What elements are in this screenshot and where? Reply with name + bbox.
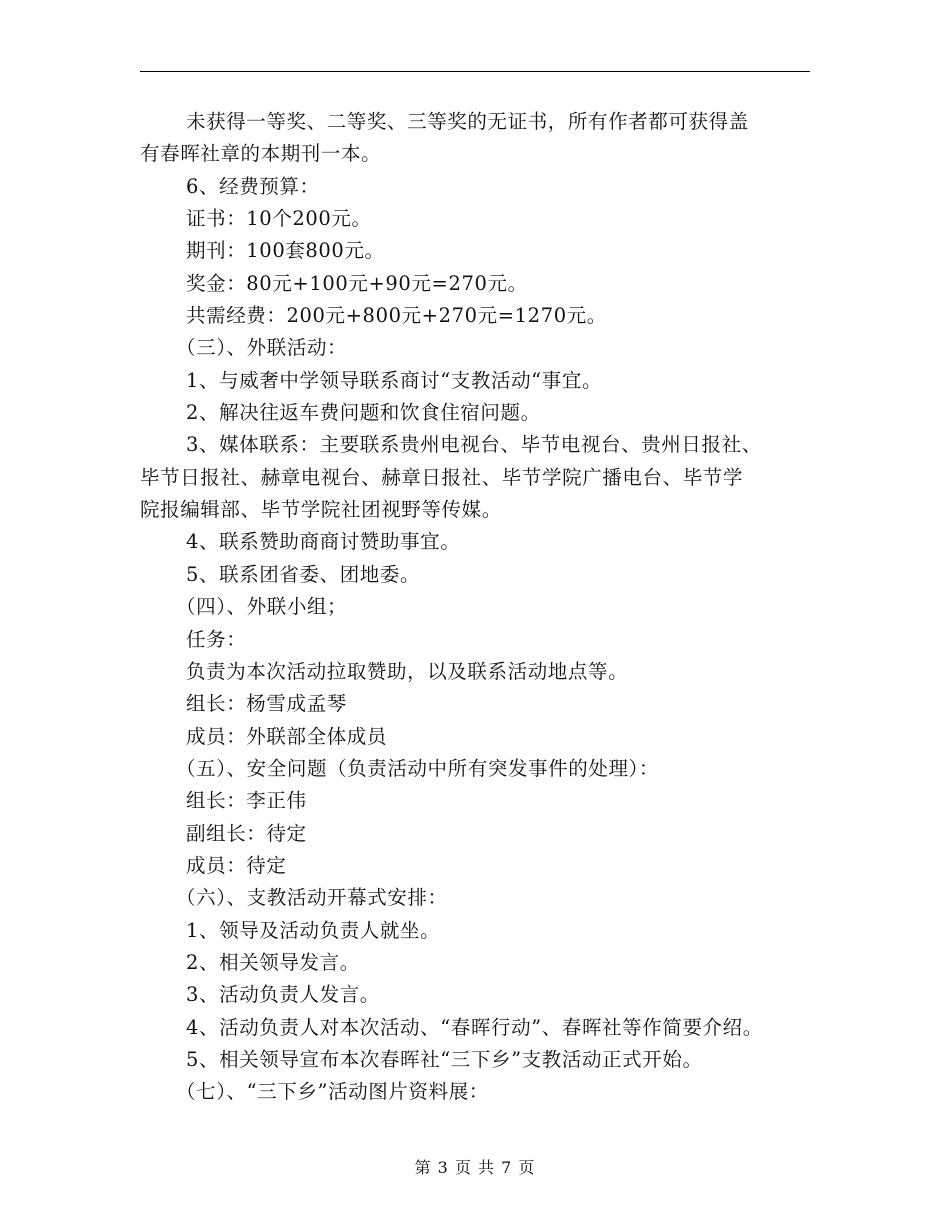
- text-line: 期刊：100套800元。: [186, 239, 385, 263]
- text-line: 毕节日报社、赫章电视台、赫章日报社、毕节学院广播电台、毕节学: [140, 465, 744, 489]
- text-line: 1、领导及活动负责人就坐。: [186, 918, 441, 942]
- text-line: 成员：待定: [186, 853, 287, 877]
- text-line: 6、经费预算：: [186, 174, 320, 198]
- text-line: 副组长：待定: [186, 821, 307, 845]
- text-line: 负责为本次活动拉取赞助，以及联系活动地点等。: [186, 659, 629, 683]
- text-line: 组长：杨雪成孟琴: [186, 692, 347, 716]
- text-line: 成员：外联部全体成员: [186, 724, 388, 748]
- text-line: 证书：10个200元。: [186, 207, 372, 231]
- text-line: 3、媒体联系：主要联系贵州电视台、毕节电视台、贵州日报社、: [186, 433, 762, 457]
- text-line: 院报编辑部、毕节学院社团视野等传媒。: [140, 498, 502, 522]
- document-body: [140, 106, 830, 1109]
- page-footer: 第 3 页 共 7 页: [414, 1158, 536, 1177]
- text-line: 2、解决往返车费问题和饮食住宿问题。: [186, 401, 541, 425]
- text-line: 组长：李正伟: [186, 789, 307, 813]
- text-line: （七）、“三下乡”活动图片资料展：: [176, 1080, 489, 1104]
- text-line: 共需经费：200元+800元+270元=1270元。: [186, 304, 607, 328]
- text-line: 任务：: [186, 627, 247, 651]
- text-line: 奖金：80元+100元+90元=270元。: [186, 271, 528, 295]
- text-line: 3、活动负责人发言。: [186, 983, 380, 1007]
- text-line: （六）、支教活动开幕式安排：: [176, 886, 448, 910]
- text-line: 4、活动负责人对本次活动、“春晖行动”、春晖社等作简要介绍。: [186, 1015, 763, 1039]
- text-line: 5、相关领导宣布本次春晖社“三下乡”支教活动正式开始。: [186, 1047, 703, 1071]
- text-line: 2、相关领导发言。: [186, 950, 360, 974]
- text-line: 4、联系赞助商商讨赞助事宜。: [186, 530, 461, 554]
- text-line: （四）、外联小组；: [176, 595, 348, 619]
- header-rule: [140, 71, 810, 72]
- text-line: 5、联系团省委、团地委。: [186, 562, 421, 586]
- text-line: 未获得一等奖、二等奖、三等奖的无证书，所有作者都可获得盖: [186, 110, 749, 133]
- text-line: （五）、安全问题（负责活动中所有突发事件的处理）：: [176, 756, 660, 780]
- text-line: 1、与威奢中学领导联系商讨“支教活动“事宜。: [186, 368, 603, 392]
- text-line: （三）、外联活动：: [176, 336, 348, 360]
- text-line: 有春晖社章的本期刊一本。: [140, 142, 382, 166]
